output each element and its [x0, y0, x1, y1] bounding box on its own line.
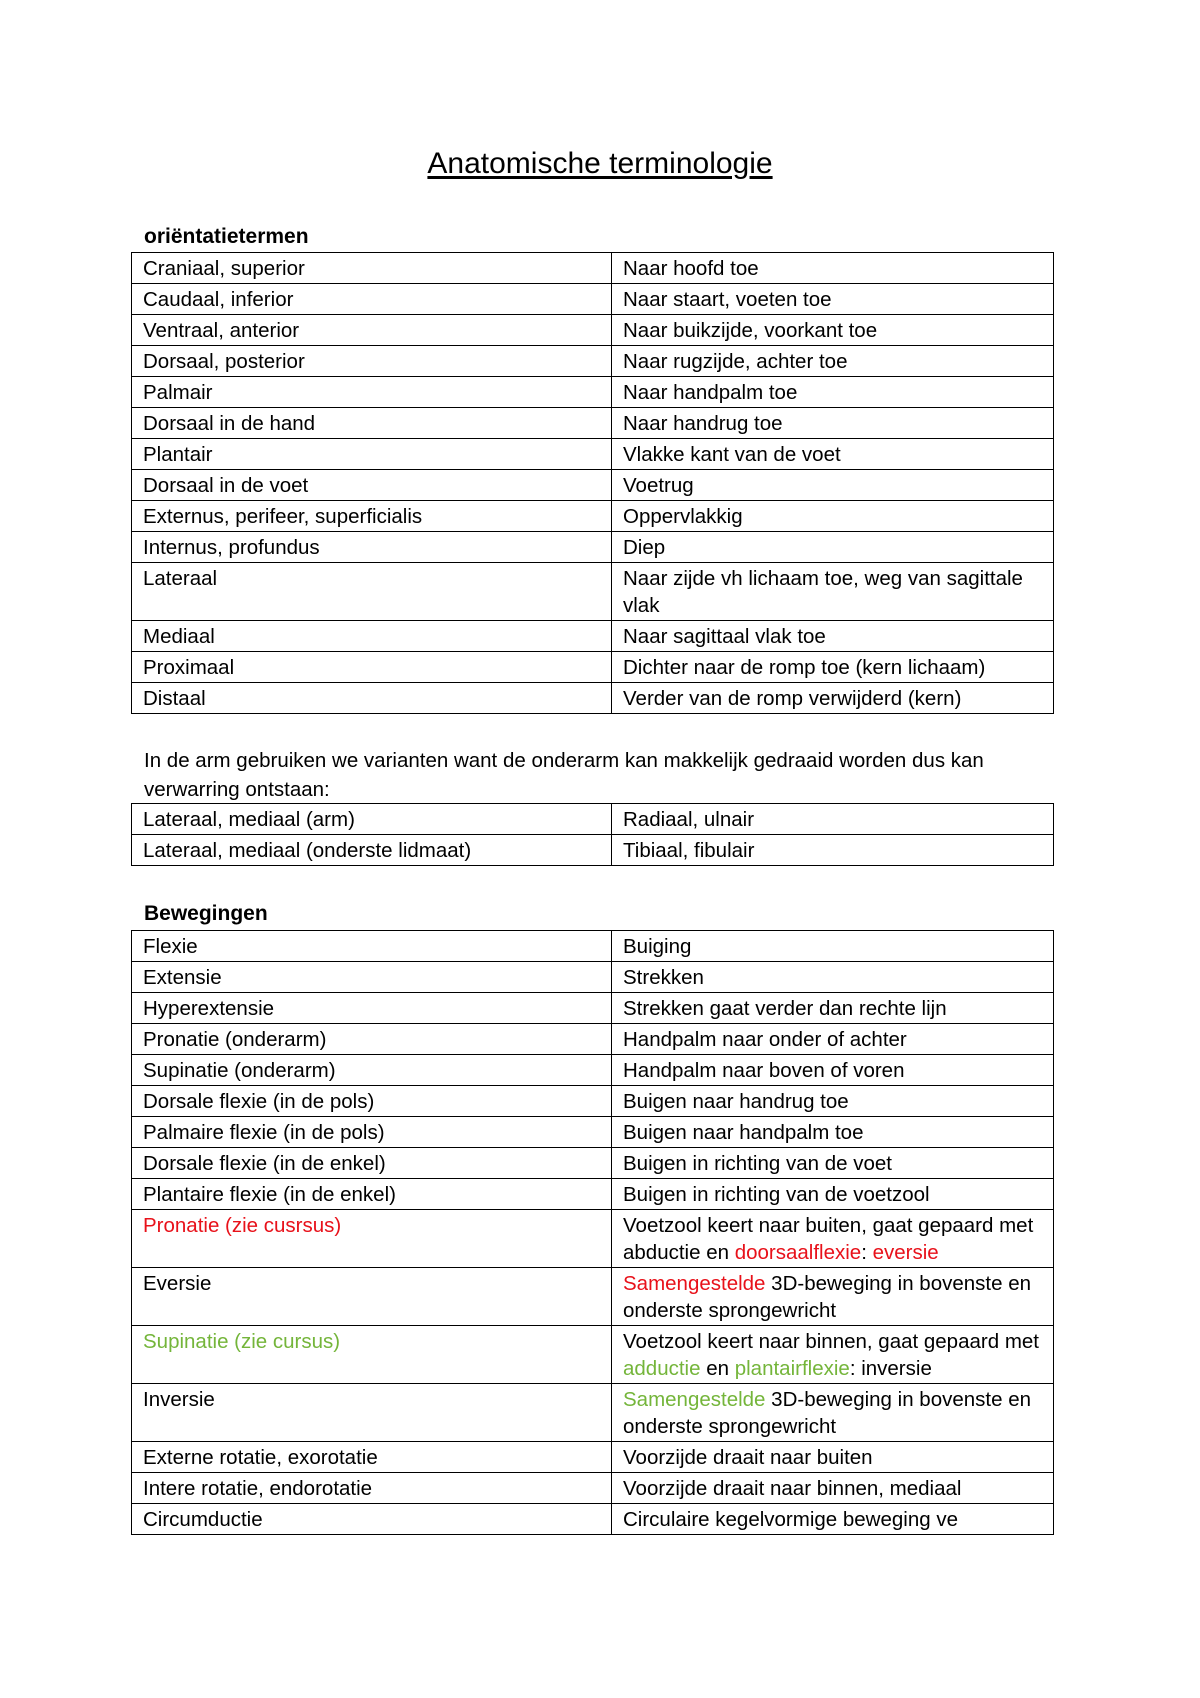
definition-cell: Strekken gaat verder dan rechte lijn — [612, 993, 1054, 1024]
definition-cell: Buigen naar handrug toe — [612, 1086, 1054, 1117]
definition-cell — [612, 1210, 1054, 1268]
term-cell: Internus, profundus — [132, 532, 612, 563]
term-cell: Craniaal, superior — [132, 253, 612, 284]
table-row — [132, 1055, 1054, 1086]
term-cell: Dorsale flexie (in de pols) — [132, 1086, 612, 1117]
highlight-red-text: doorsaalflexie — [734, 1241, 862, 1264]
table-row — [132, 621, 1054, 652]
movements-table — [131, 930, 1054, 1535]
definition-text: : — [861, 1241, 873, 1264]
table-row — [132, 470, 1054, 501]
document-title: Anatomische terminologie — [427, 147, 773, 180]
term-cell: Palmair — [132, 377, 612, 408]
table-row — [132, 1442, 1054, 1473]
definition-cell — [612, 1326, 1054, 1384]
term-cell: Inversie — [132, 1384, 612, 1442]
table-row — [132, 993, 1054, 1024]
definition-text: 3D-beweging in bovenste en onderste sprongewricht — [623, 1272, 1032, 1322]
term-cell: Externus, perifeer, superficialis — [132, 501, 612, 532]
movements-heading: Bewegingen — [144, 902, 268, 925]
table-row — [132, 284, 1054, 315]
term-cell: Eversie — [132, 1268, 612, 1326]
table-row — [132, 532, 1054, 563]
term-cell: Plantaire flexie (in de enkel) — [132, 1179, 612, 1210]
table-row — [132, 1268, 1054, 1326]
definition-cell: Naar zijde vh lichaam toe, weg van sagittale vlak — [612, 563, 1054, 621]
definition-text: en — [700, 1357, 735, 1380]
table-row — [132, 377, 1054, 408]
definition-cell: Naar handrug toe — [612, 408, 1054, 439]
highlight-green-text: Samengestelde — [623, 1388, 766, 1411]
term-cell: Palmaire flexie (in de pols) — [132, 1117, 612, 1148]
table-row — [132, 346, 1054, 377]
table-row — [132, 931, 1054, 962]
definition-cell: Buigen naar handpalm toe — [612, 1117, 1054, 1148]
term-cell: Hyperextensie — [132, 993, 612, 1024]
table-row — [132, 253, 1054, 284]
table-row — [132, 439, 1054, 470]
term-cell: Pronatie (onderarm) — [132, 1024, 612, 1055]
table-row — [132, 1326, 1054, 1384]
table-row — [132, 1504, 1054, 1535]
definition-cell: Voetrug — [612, 470, 1054, 501]
arm-variant-table — [131, 803, 1054, 866]
highlight-green-text: adductie — [623, 1357, 701, 1380]
definition-cell — [612, 1384, 1054, 1442]
definition-cell: Vlakke kant van de voet — [612, 439, 1054, 470]
definition-cell: Buigen in richting van de voet — [612, 1148, 1054, 1179]
definition-cell: Naar staart, voeten toe — [612, 284, 1054, 315]
term-cell: Mediaal — [132, 621, 612, 652]
table-row — [132, 835, 1054, 866]
definition-cell: Naar sagittaal vlak toe — [612, 621, 1054, 652]
definition-cell: Naar rugzijde, achter toe — [612, 346, 1054, 377]
table-row — [132, 315, 1054, 346]
table-row — [132, 1179, 1054, 1210]
definition-text: Voetzool keert naar binnen, gaat gepaard met — [623, 1330, 1039, 1353]
definition-cell: Strekken — [612, 962, 1054, 993]
term-cell: Circumductie — [132, 1504, 612, 1535]
definition-text: : inversie — [849, 1357, 932, 1380]
table-row — [132, 1210, 1054, 1268]
table-row — [132, 804, 1054, 835]
table-row — [132, 1117, 1054, 1148]
term-cell: Lateraal — [132, 563, 612, 621]
term-cell: Dorsaal, posterior — [132, 346, 612, 377]
term-cell: Proximaal — [132, 652, 612, 683]
term-cell: Plantair — [132, 439, 612, 470]
term-cell: Supinatie (onderarm) — [132, 1055, 612, 1086]
definition-text: Voetzool keert naar buiten, gaat gepaard met abductie en — [623, 1214, 1034, 1264]
highlight-green-text: plantairflexie — [734, 1357, 850, 1380]
definition-cell: Radiaal, ulnair — [612, 804, 1054, 835]
highlight-red-text: Samengestelde — [623, 1272, 766, 1295]
definition-text: 3D-beweging in bovenste en onderste sprongewricht — [623, 1388, 1032, 1438]
term-cell: Pronatie (zie cusrsus) — [132, 1210, 612, 1268]
table-row — [132, 1086, 1054, 1117]
definition-cell: Handpalm naar onder of achter — [612, 1024, 1054, 1055]
definition-cell: Buiging — [612, 931, 1054, 962]
term-cell: Dorsaal in de hand — [132, 408, 612, 439]
term-cell: Lateraal, mediaal (arm) — [132, 804, 612, 835]
definition-cell: Oppervlakkig — [612, 501, 1054, 532]
term-cell: Dorsale flexie (in de enkel) — [132, 1148, 612, 1179]
definition-cell: Tibiaal, fibulair — [612, 835, 1054, 866]
definition-cell — [612, 1268, 1054, 1326]
definition-cell: Voorzijde draait naar buiten — [612, 1442, 1054, 1473]
table-row — [132, 408, 1054, 439]
table-row — [132, 652, 1054, 683]
orientation-heading: oriëntatietermen — [144, 225, 309, 248]
term-cell: Externe rotatie, exorotatie — [132, 1442, 612, 1473]
table-row — [132, 1384, 1054, 1442]
table-row — [132, 683, 1054, 714]
term-cell: Intere rotatie, endorotatie — [132, 1473, 612, 1504]
arm-note-paragraph: In de arm gebruiken we varianten want de onderarm kan makkelijk gedraaid worden dus kan verwarring ontstaan: — [144, 749, 984, 801]
term-cell: Distaal — [132, 683, 612, 714]
table-row — [132, 962, 1054, 993]
term-cell: Supinatie (zie cursus) — [132, 1326, 612, 1384]
definition-cell: Circulaire kegelvormige beweging ve — [612, 1504, 1054, 1535]
table-row — [132, 1473, 1054, 1504]
table-row — [132, 501, 1054, 532]
definition-cell: Buigen in richting van de voetzool — [612, 1179, 1054, 1210]
highlight-red-text: eversie — [872, 1241, 939, 1264]
definition-cell: Voorzijde draait naar binnen, mediaal — [612, 1473, 1054, 1504]
term-cell: Lateraal, mediaal (onderste lidmaat) — [132, 835, 612, 866]
term-cell: Flexie — [132, 931, 612, 962]
term-cell: Extensie — [132, 962, 612, 993]
definition-cell: Naar buikzijde, voorkant toe — [612, 315, 1054, 346]
term-cell: Ventraal, anterior — [132, 315, 612, 346]
table-row — [132, 1148, 1054, 1179]
term-cell: Caudaal, inferior — [132, 284, 612, 315]
table-row — [132, 563, 1054, 621]
definition-cell: Handpalm naar boven of voren — [612, 1055, 1054, 1086]
definition-cell: Naar hoofd toe — [612, 253, 1054, 284]
definition-cell: Dichter naar de romp toe (kern lichaam) — [612, 652, 1054, 683]
definition-cell: Naar handpalm toe — [612, 377, 1054, 408]
definition-cell: Diep — [612, 532, 1054, 563]
term-cell: Dorsaal in de voet — [132, 470, 612, 501]
definition-cell: Verder van de romp verwijderd (kern) — [612, 683, 1054, 714]
orientation-table — [131, 252, 1054, 714]
table-row — [132, 1024, 1054, 1055]
